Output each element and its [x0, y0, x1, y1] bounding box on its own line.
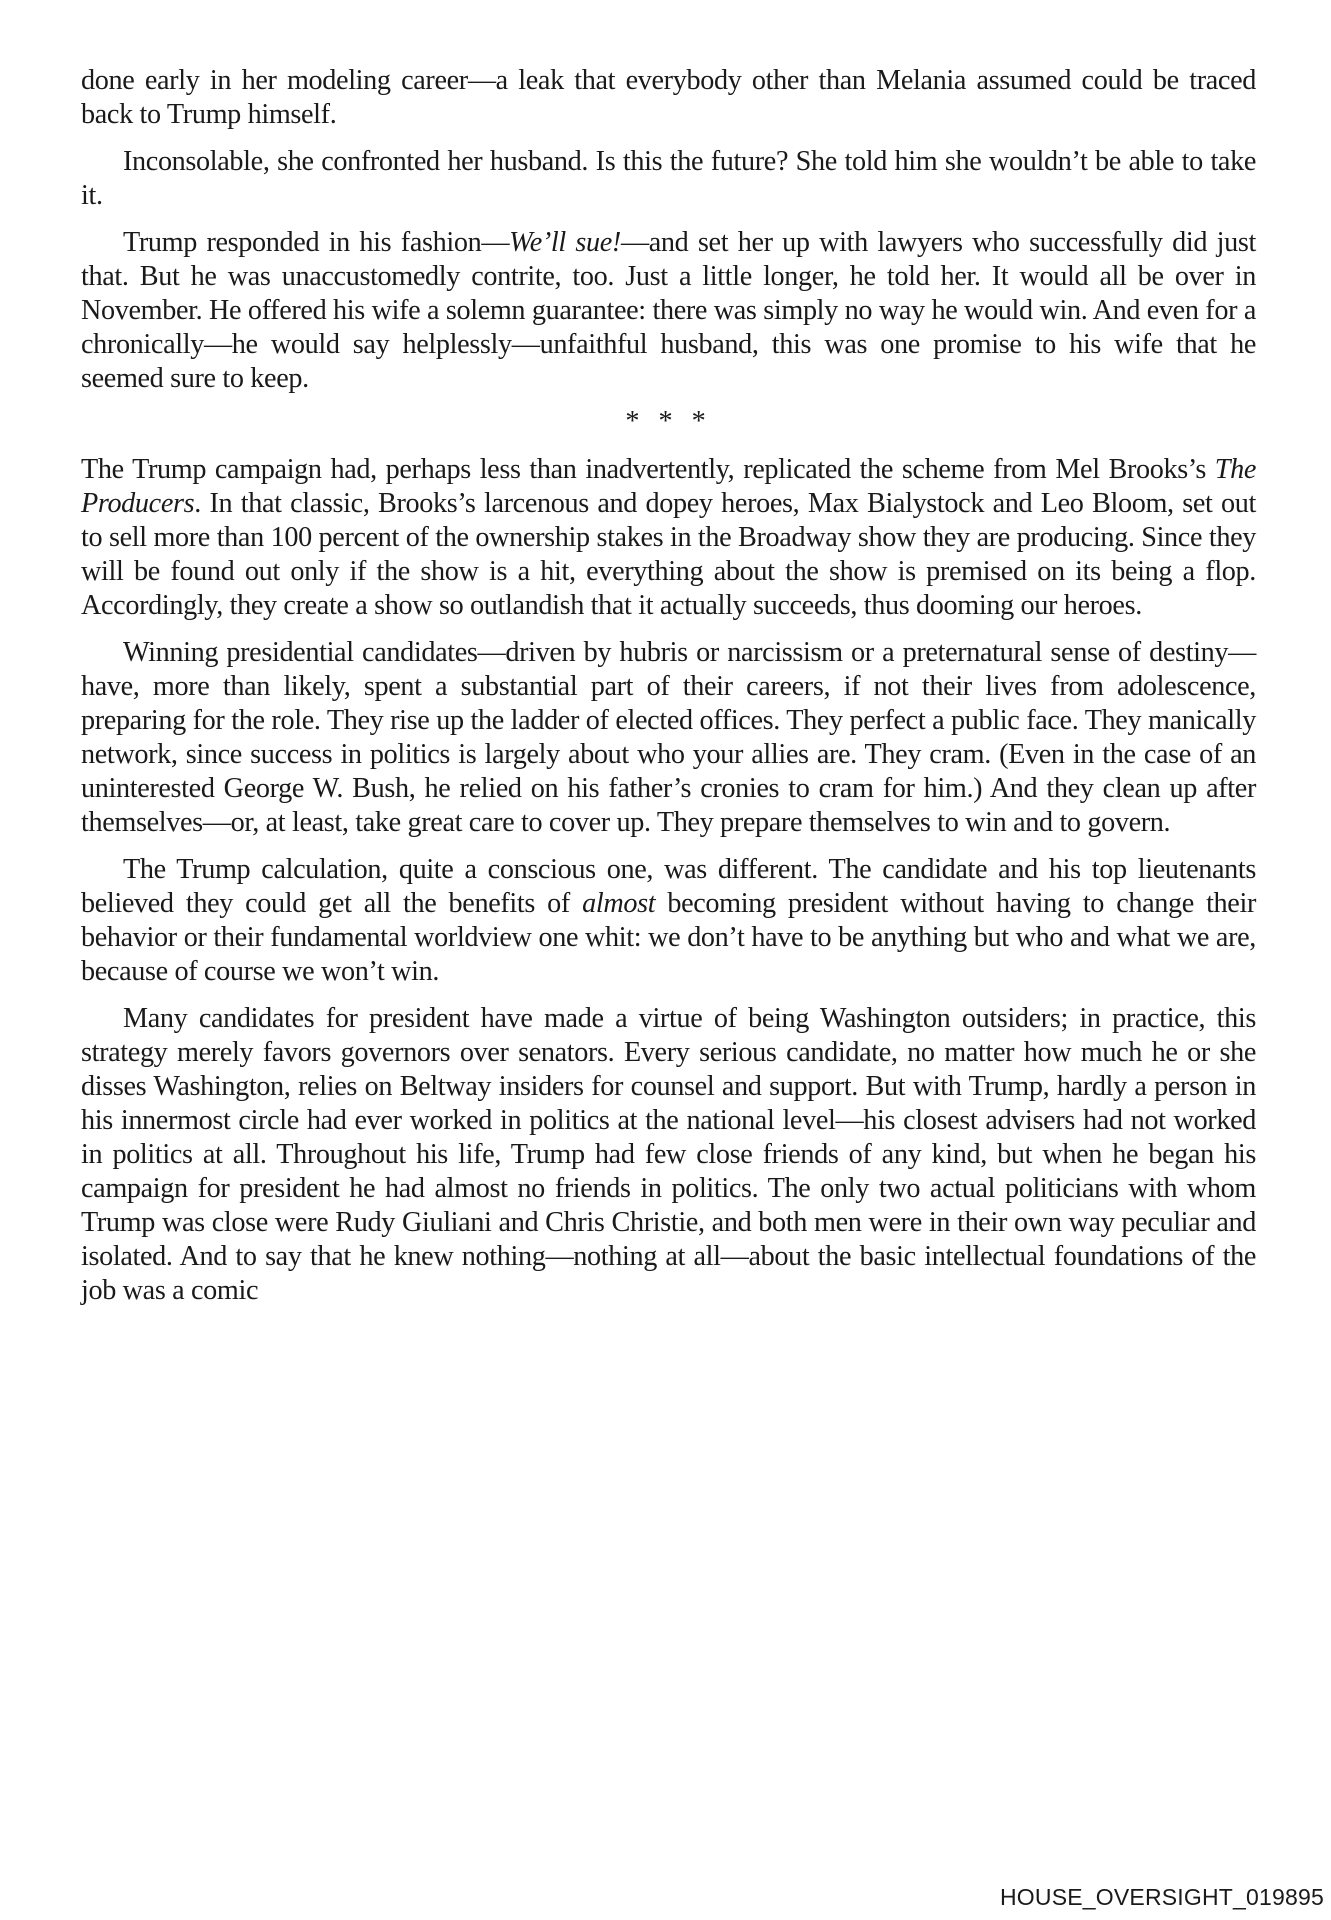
paragraph-3-text-a: Trump responded in his fashion—: [123, 227, 510, 258]
paragraph-4-text-a: The Trump campaign had, perhaps less than inadvertently, replicated the scheme from Mel Brooks’s: [81, 454, 1215, 485]
paragraph-3-text-b: —and set her up with lawyers who successfully did just that. But he was unaccustomedly contrite, too. Just a little longer, he told her. It would all be over in November. He offered his wife a solemn guarantee: there was simply no way he would win. And even for a chronically—he would say helplessly—unfaithful husband, this was one promise to his wife that he seemed sure to keep.: [81, 227, 1256, 394]
paragraph-5: [81, 636, 1256, 840]
paragraph-2-text: Inconsolable, she confronted her husband. Is this the future? She told him she wouldn’t be able to take it.: [81, 146, 1256, 211]
paragraph-7-text: Many candidates for president have made a virtue of being Washington outsiders; in practice, this strategy merely favors governors over senators. Every serious candidate, no matter how much he or she disses Washington, relies on Beltway insiders for counsel and support. But with Trump, hardly a person in his innermost circle had ever worked in politics at the national level—his closest advisers had not worked in politics at all. Throughout his life, Trump had few close friends of any kind, but when he began his campaign for president he had almost no friends in politics. The only two actual politicians with whom Trump was close were Rudy Giuliani and Chris Christie, and both men were in their own way peculiar and isolated. And to say that he knew nothing—nothing at all—about the basic intellectual foundations of the job was a comic: [81, 1003, 1256, 1306]
paragraph-6-italic: almost: [582, 888, 656, 919]
paragraph-2: [81, 145, 1256, 213]
document-page: [81, 64, 1256, 1321]
paragraph-6: [81, 853, 1256, 989]
paragraph-6-text-a: The Trump calculation, quite a conscious one, was different. The candidate and his top lieutenants believed they could get all the benefits of: [81, 854, 1256, 919]
paragraph-1: [81, 64, 1256, 132]
paragraph-3-italic: We’ll sue!: [509, 227, 621, 258]
paragraph-4-italic-title: The Producers: [81, 454, 1256, 519]
paragraph-4-text-b: . In that classic, Brooks’s larcenous and dopey heroes, Max Bialystock and Leo Bloom, set out to sell more than 100 percent of the ownership stakes in the Broadway show they are producing. Since they will be found out only if the show is a hit, everything about the show is premised on its being a flop. Accordingly, they create a show so outlandish that it actually succeeds, thus dooming our heroes.: [81, 488, 1256, 621]
paragraph-5-text: Winning presidential candidates—driven by hubris or narcissism or a preternatural sense of destiny—have, more than likely, spent a substantial part of their careers, if not their lives from adolescence, preparing for the role. They rise up the ladder of elected offices. They perfect a public face. They manically network, since success in politics is largely about who your allies are. They cram. (Even in the case of an uninterested George W. Bush, he relied on his father’s cronies to cram for him.) And they clean up after themselves—or, at least, take great care to cover up. They prepare themselves to win and to govern.: [81, 637, 1256, 838]
section-break: * * *: [625, 406, 712, 437]
paragraph-4: [81, 453, 1256, 623]
paragraph-7: [81, 1002, 1256, 1308]
paragraph-3: [81, 226, 1256, 396]
paragraph-1-text: done early in her modeling career—a leak that everybody other than Melania assumed could be traced back to Trump himself.: [81, 65, 1256, 130]
paragraph-6-text-b: becoming president without having to change their behavior or their fundamental worldview one whit: we don’t have to be anything but who and what we are, because of course we won’t win.: [81, 888, 1256, 987]
bates-number: HOUSE_OVERSIGHT_019895: [1000, 1884, 1324, 1910]
